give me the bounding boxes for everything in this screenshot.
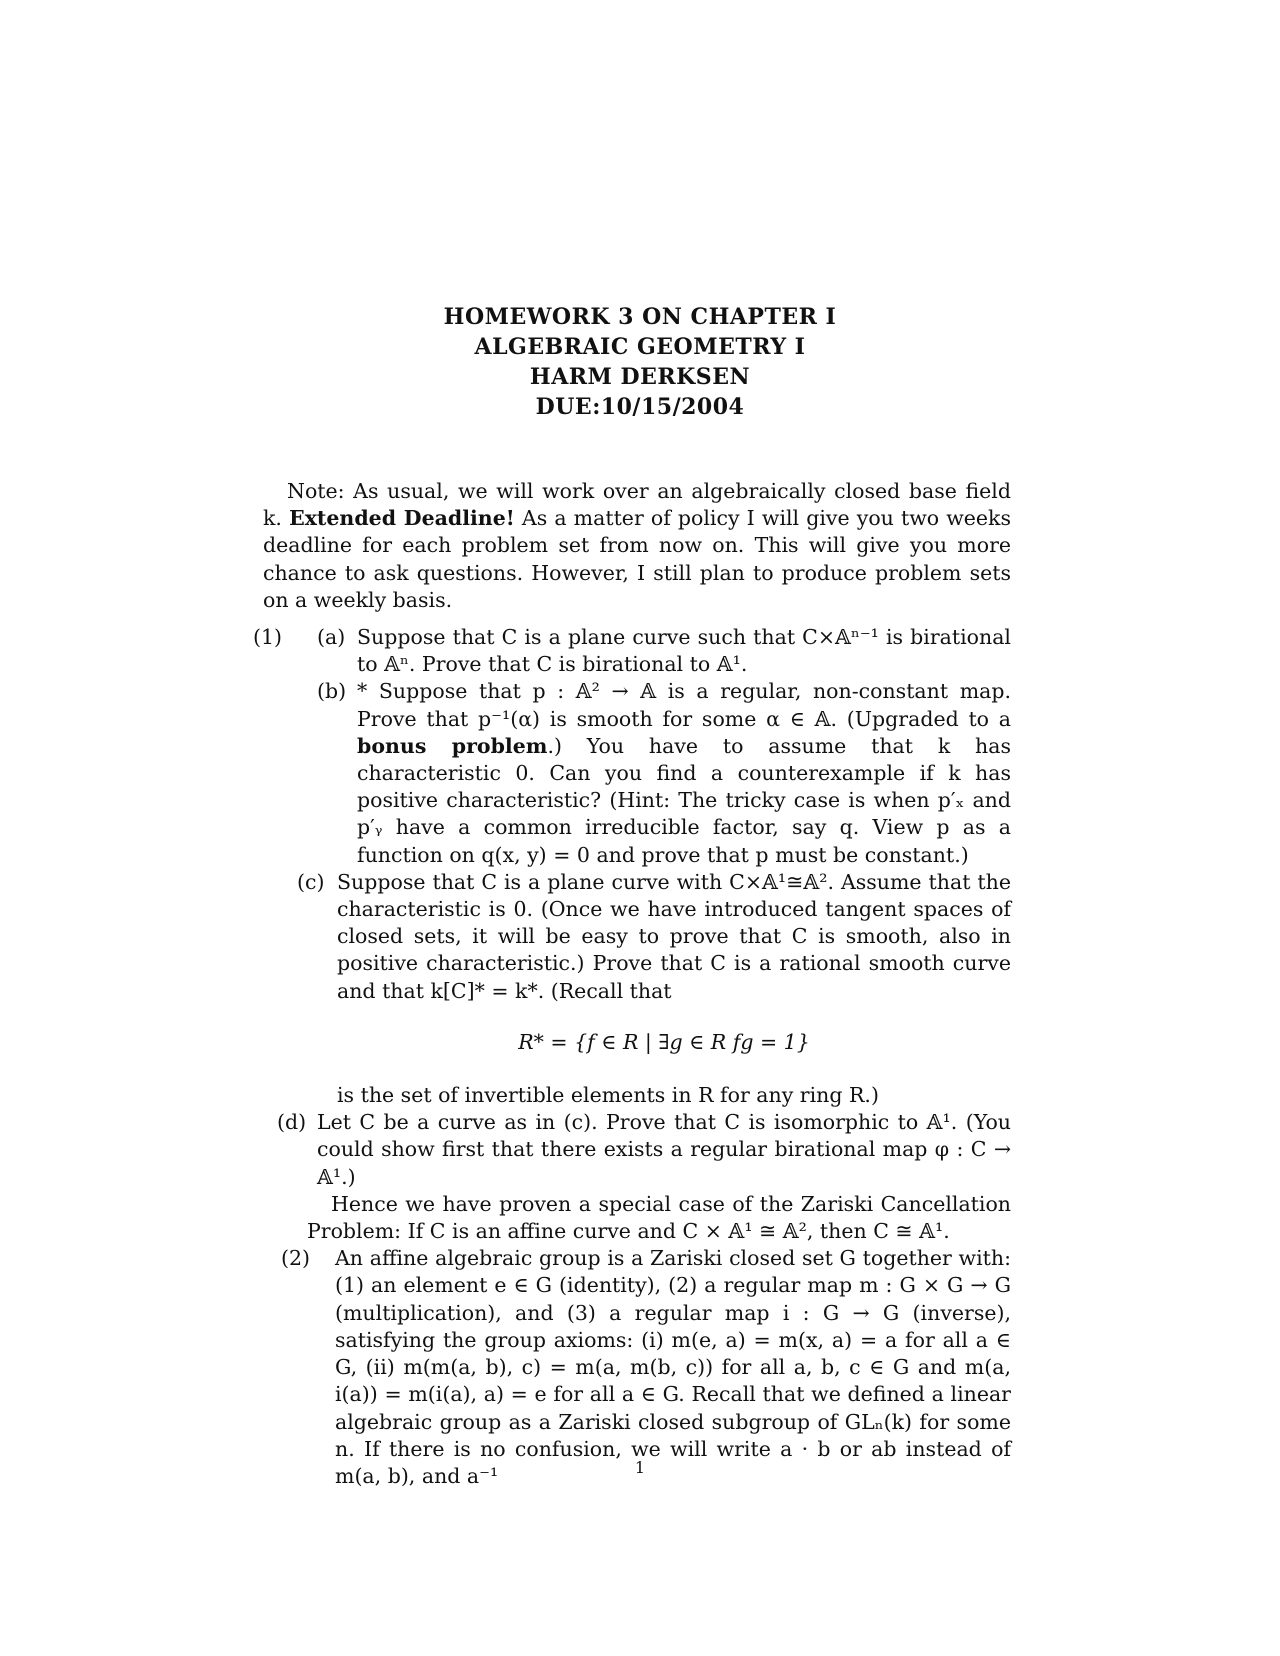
title-block [0, 302, 1280, 422]
problem-list [253, 624, 1011, 1490]
problem-1b-text-part2: .) You have to assume that k has characteristic 0. Can you find a counterexample if k has positive characteristic? (Hint: The tricky case is when p′ₓ and p′ᵧ have a common irreducible factor, say q. View p as a function on q(x, y) = 0 and prove that p must be constant.) [357, 733, 1011, 867]
title-due-date: DUE:10/15/2004 [535, 394, 745, 420]
problem-1a-text: Suppose that C is a plane curve such that C×𝔸ⁿ⁻¹ is birational to 𝔸ⁿ. Prove that C is birational to 𝔸¹. [357, 625, 1011, 677]
deadline-text: As a matter of policy I will give you two weeks deadline for each problem set from now on. This will give you more chance to ask questions. However, I still plan to produce problem sets on a weekly basis. [263, 506, 1011, 612]
zariski-cancellation-remark: Hence we have proven a special case of the Zariski Cancellation Problem: If C is an affine curve and C × 𝔸¹ ≅ 𝔸², then C ≅ 𝔸¹. [307, 1191, 1011, 1244]
problem-1 [253, 624, 1011, 1245]
units-display-equation: R* = {f ∈ R | ∃g ∈ R fg = 1} [518, 1029, 810, 1054]
problem-2 [281, 1245, 1011, 1490]
problem-1c-label: (c) [297, 869, 325, 894]
problem-1d-text: Let C be a curve as in (c). Prove that C is isomorphic to 𝔸¹. (You could show first that there exists a regular birational map φ : C → 𝔸¹.) [317, 1110, 1011, 1189]
problem-1c-continuation: is the set of invertible elements in R for any ring R.) [337, 1083, 879, 1108]
problem-1b-text-part1: * Suppose that p : 𝔸² → 𝔸 is a regular, non-constant map. Prove that p⁻¹(α) is smooth for some α ∈ 𝔸. (Upgraded to a [357, 679, 1011, 731]
problem-1b-label: (b) [317, 679, 347, 704]
problem-1c-text: Suppose that C is a plane curve with C×𝔸¹≅𝔸². Assume that the characteristic is 0. (Once we have introduced tangent spaces of closed sets, it will be easy to prove that C is smooth, also in positive characteristic.) Prove that C is a rational smooth curve and that k[C]* = k*. (Recall that [337, 869, 1011, 1003]
extended-deadline-heading: Extended Deadline! [289, 506, 515, 531]
intro-paragraph [263, 478, 1011, 614]
problem-1d [277, 1109, 1011, 1191]
problem-2-text: An affine algebraic group is a Zariski closed set G together with: (1) an element e ∈ G (identity), (2) a regular map m : G × G → G (multiplication), and (3) a regular map i : G → G (inverse), satisfying the group axioms: (i) m(e, a) = m(x, a) = a for all a ∈ G, (ii) m(m(a, b), c) = m(a, m(b, c)) for all a, b, c ∈ G and m(a, i(a)) = m(i(a), a) = e for all a ∈ G. Recall that we defined a linear algebraic group as a Zariski closed subgroup of GLₙ(k) for some n. If there is no confusion, we will write a · b or ab instead of m(a, b), and a⁻¹ [335, 1246, 1011, 1488]
problem-1-label: (1) [253, 625, 283, 650]
problem-2-label: (2) [281, 1246, 311, 1271]
problem-1d-label: (d) [277, 1110, 307, 1135]
problem-1b [317, 678, 1011, 868]
intro-note: Note: As usual, we will work over an algebraically closed base field k. [263, 479, 1011, 531]
problem-1a [317, 624, 1011, 678]
page-number: 1 [634, 1458, 646, 1477]
document-body [253, 478, 1011, 1490]
problem-1a-label: (a) [317, 625, 346, 650]
title-course: ALGEBRAIC GEOMETRY I [474, 334, 806, 360]
bonus-problem-emphasis: bonus problem [357, 733, 548, 758]
title-homework: HOMEWORK 3 ON CHAPTER I [443, 304, 837, 330]
problem-1c [297, 869, 1011, 1005]
title-author: HARM DERKSEN [529, 364, 751, 390]
